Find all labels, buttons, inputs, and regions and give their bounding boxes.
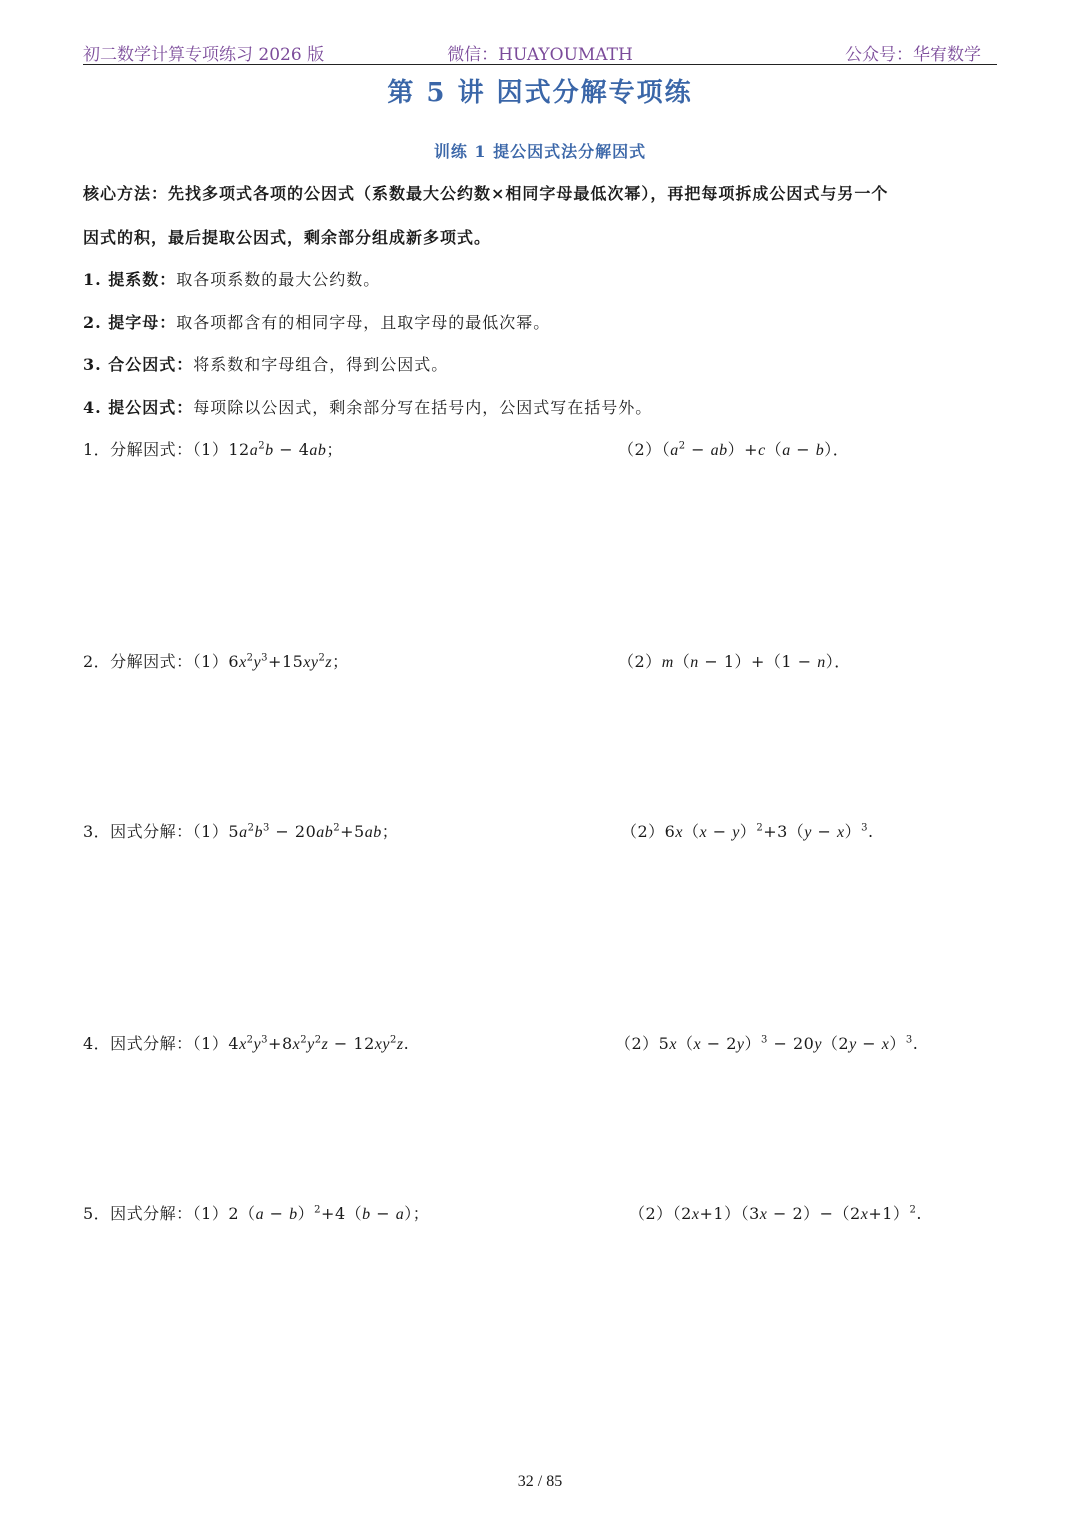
step-text: 取各项系数的最大公约数。 [176,270,381,289]
problem-prefix: 5．因式分解：（1） [83,1204,229,1223]
step-1 [83,267,1001,290]
step-text: 取各项都含有的相同字母，且取字母的最低次幂。 [176,313,551,332]
problem-prefix: 1．分解因式：（1） [83,440,229,459]
problem-part-2: $(2)5x(x - 2y)^3 - 20y(2y - x)^3$. [615,1034,919,1053]
problem-prefix: 3．因式分解：（1） [83,822,229,841]
step-4 [83,395,1001,418]
problem-part-1: 4．因式分解：$(1)4x^2y^3+8x^2y^2z - 12xy^2z$. [83,1034,410,1053]
step-label: 1. 提系数： [83,270,177,289]
problem-part-1: 3．因式分解：$(1)5a^2b^3 - 20ab^2+5ab$； [83,822,399,841]
problem-part-2: $(2)6x(x - y)^2+3(y - x)^3$. [621,822,874,841]
problem-part-1: 1．分解因式：$(1)12a^2b - 4ab$； [83,440,343,459]
problem-part-1: 5．因式分解：$(1)2(a - b)^2+4(b - a)$； [83,1204,430,1223]
problem-prefix: 4．因式分解：（1） [83,1034,229,1053]
header-center-text: 微信：HUAYOUMATH [447,45,633,65]
page-number: 32 / 85 [517,1473,563,1490]
lecture-title: 第 5 讲 因式分解专项练 [387,78,693,108]
page-header [83,36,997,65]
core-method-line-2: 因式的积，最后提取公因式，剩余部分组成新多项式。 [83,228,492,247]
problem-part-2: $(2)(a^2 - ab)+c(a - b)$． [618,440,850,459]
step-text: 将系数和字母组合，得到公因式。 [193,355,449,374]
problem-part-2: （2）m（n − 1）+（1 − n）． [618,652,851,671]
step-2 [83,310,1001,333]
training-subtitle: 训练 1 提公因式法分解因式 [433,142,647,161]
step-label: 3. 合公因式： [83,355,194,374]
header-right-text: 公众号：华宥数学 [845,45,981,65]
problem-part-1: 2．分解因式：$(1)6x^2y^3+15xy^2z$； [83,652,349,671]
step-label: 4. 提公因式： [83,398,194,417]
problem-part-2: $(2)(2x+1)(3x - 2)-(2x+1)^2$. [629,1204,922,1223]
step-label: 2. 提字母： [83,313,177,332]
header-left-text: 初二数学计算专项练习 2026 版 [83,45,325,65]
step-3 [83,352,1001,375]
core-method-line-1: 核心方法：先找多项式各项的公因式（系数最大公约数×相同字母最低次幂），再把每项拆成公因式与另一个 [83,184,889,203]
step-text: 每项除以公因式，剩余部分写在括号内，公因式写在括号外。 [193,398,653,417]
problem-prefix: 2．分解因式：（1） [83,652,229,671]
